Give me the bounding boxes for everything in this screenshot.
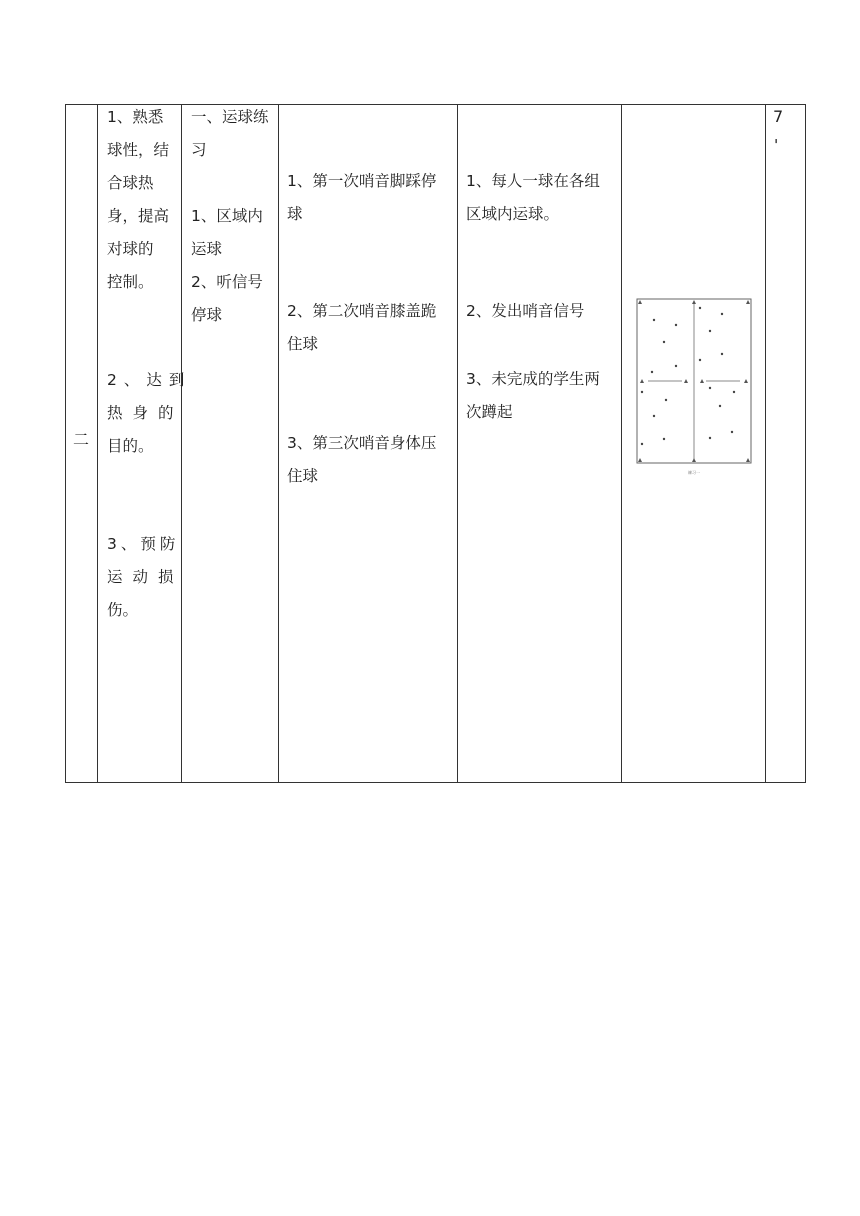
player-dot	[675, 324, 677, 326]
diagram-column	[622, 105, 766, 782]
objective-3-line-1: 3、预防	[107, 535, 180, 553]
teacher-actions-column	[279, 105, 458, 782]
time-column	[766, 105, 805, 782]
objective-2-line-3: 目的。	[107, 437, 154, 455]
objective-1-line-5: 对球的	[107, 240, 154, 258]
objective-2-line-1: 2、达到	[107, 371, 192, 389]
field-diagram	[636, 298, 754, 478]
section-column	[66, 105, 98, 782]
content-column	[182, 105, 279, 782]
player-dot	[721, 353, 723, 355]
time-unit: '	[774, 136, 779, 154]
player-dot	[663, 438, 665, 440]
teacher-action-2-line-1: 2、第二次哨音膝盖跪	[287, 302, 437, 320]
time-value: 7	[773, 107, 784, 126]
student-actions-column	[458, 105, 622, 782]
student-action-1-line-2: 区域内运球。	[466, 205, 560, 223]
player-dot	[653, 319, 655, 321]
player-dot	[665, 399, 667, 401]
lesson-plan-table	[65, 104, 806, 783]
player-dot	[699, 359, 701, 361]
content-item-1-line-2: 运球	[191, 240, 223, 258]
player-dot	[663, 341, 665, 343]
objectives-column	[98, 105, 192, 782]
player-dot	[721, 313, 723, 315]
player-dot	[709, 437, 711, 439]
content-item-2-line-1: 2、听信号	[191, 273, 263, 291]
player-dot	[731, 431, 733, 433]
diagram-caption: 練习一	[688, 470, 700, 475]
player-dot	[651, 371, 653, 373]
objective-1-line-3: 合球热	[107, 174, 154, 192]
student-action-3-line-2: 次蹲起	[466, 403, 513, 421]
player-dot	[709, 387, 711, 389]
teacher-action-3-line-1: 3、第三次哨音身体压	[287, 434, 437, 452]
player-dot	[641, 443, 643, 445]
section-number: 二	[73, 430, 90, 449]
player-dot	[641, 391, 643, 393]
content-item-1-line-1: 1、区域内	[191, 207, 263, 225]
player-dot	[653, 415, 655, 417]
content-heading-line-2: 习	[191, 141, 207, 159]
player-dot	[719, 405, 721, 407]
objective-1-line-4: 身，提高	[107, 207, 170, 225]
student-action-2-line-1: 2、发出哨音信号	[466, 302, 585, 320]
player-dot	[733, 391, 735, 393]
objective-1-line-2: 球性，结	[107, 141, 170, 159]
objective-3-line-3: 伤。	[107, 601, 139, 619]
player-dot	[709, 330, 711, 332]
objective-1-line-1: 1、熟悉	[107, 108, 164, 126]
teacher-action-2-line-2: 住球	[287, 335, 319, 353]
objective-3-line-2: 运动损	[107, 568, 184, 586]
teacher-action-1-line-2: 球	[287, 205, 303, 223]
objective-2-line-2: 热身的	[107, 404, 184, 422]
content-heading-line-1: 一、运球练	[191, 108, 269, 126]
student-action-3-line-1: 3、未完成的学生两	[466, 370, 600, 388]
teacher-action-3-line-2: 住球	[287, 467, 319, 485]
player-dot	[699, 307, 701, 309]
player-dot	[675, 365, 677, 367]
content-item-2-line-2: 停球	[191, 306, 223, 324]
student-action-1-line-1: 1、每人一球在各组	[466, 172, 600, 190]
objective-1-line-6: 控制。	[107, 273, 154, 291]
teacher-action-1-line-1: 1、第一次哨音脚踩停	[287, 172, 437, 190]
